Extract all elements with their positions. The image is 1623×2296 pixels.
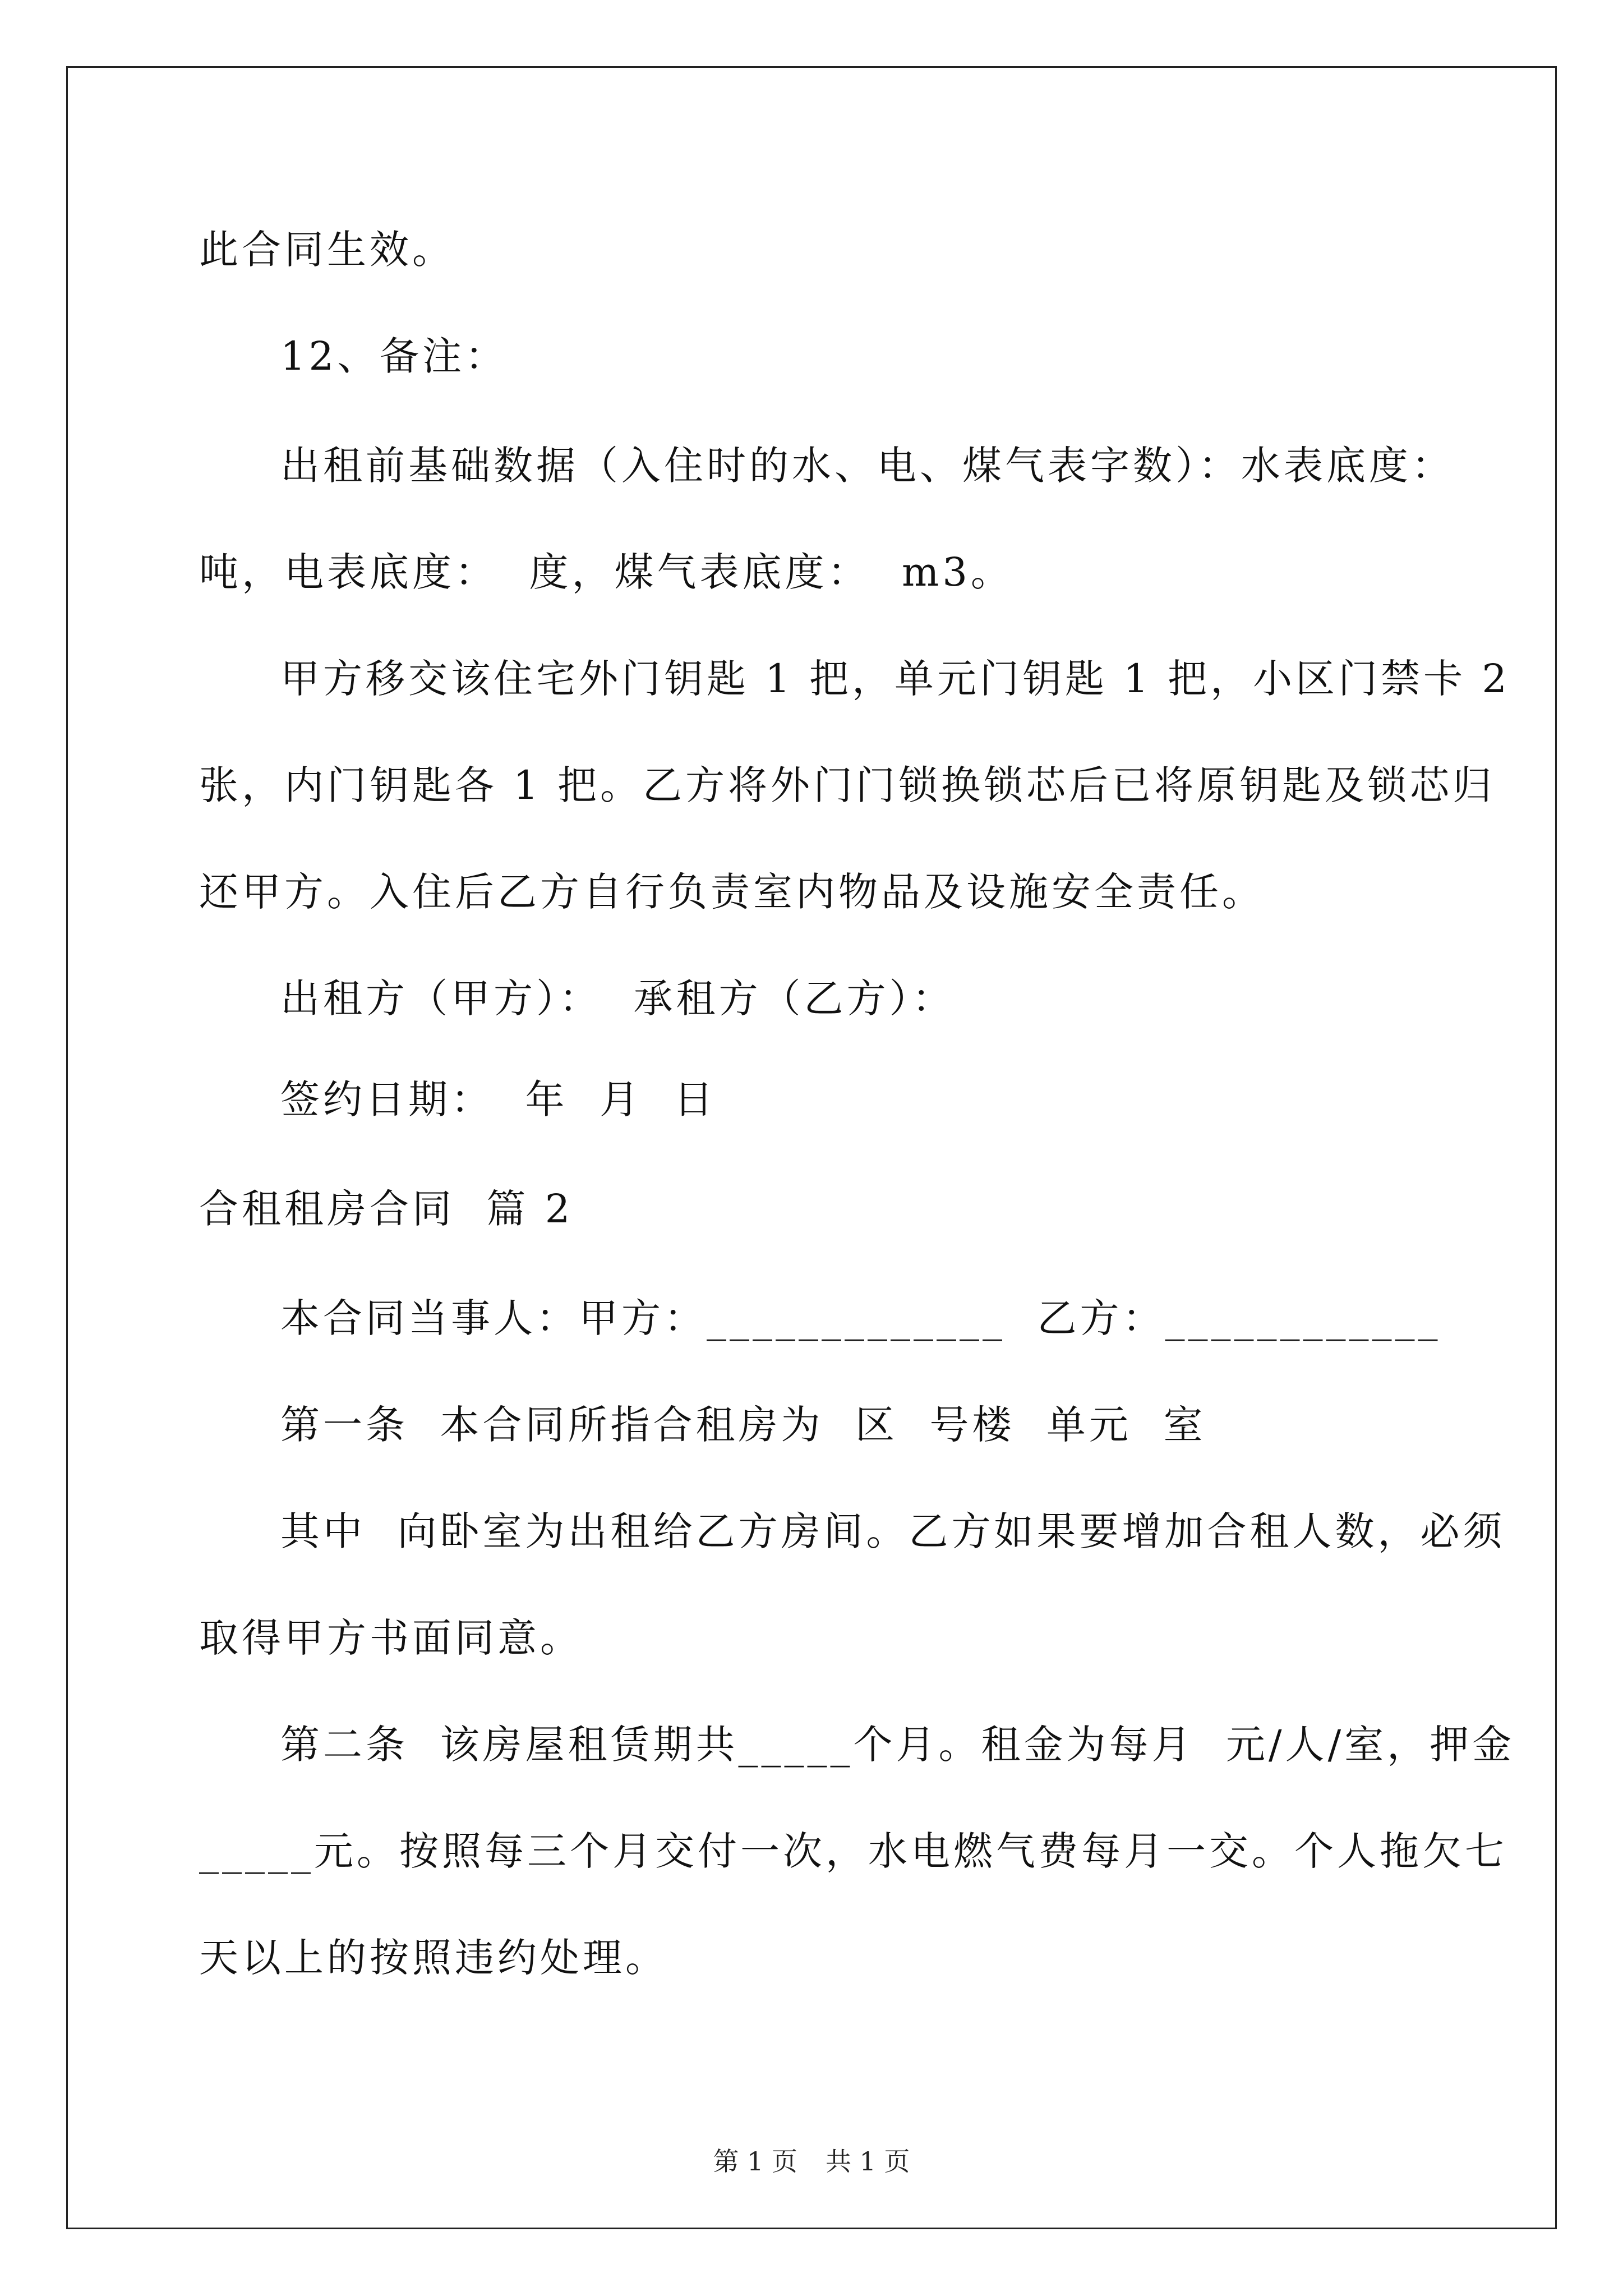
page-border xyxy=(66,66,1557,2229)
page-number: 第 1 页 xyxy=(713,2146,797,2177)
text-line: 取得甲方书面同意。 xyxy=(199,1615,583,1661)
text-line: 天以上的按照违约处理。 xyxy=(199,1935,668,1981)
text-line: 此合同生效。 xyxy=(199,227,455,273)
text-line: 其中 向卧室为出租给乙方房间。乙方如果要增加合租人数，必须 xyxy=(280,1508,1506,1554)
text-line: 出租前基础数据（入住时的水、电、煤气表字数）：水表底度： xyxy=(280,443,1454,489)
article-line: 第二条 该房屋租赁期共_____个月。租金为每月 元/人/室，押金 xyxy=(280,1722,1515,1768)
text-line: _____元。按照每三个月交付一次，水电燃气费每月一交。个人拖欠七 xyxy=(199,1828,1507,1874)
text-line: 甲方移交该住宅外门钥匙 1 把，单元门钥匙 1 把，小区门禁卡 2 xyxy=(280,656,1510,702)
text-line: 张，内门钥匙各 1 把。乙方将外门门锁换锁芯后已将原钥匙及锁芯归 xyxy=(199,762,1496,808)
text-line: 还甲方。入住后乙方自行负责室内物品及设施安全责任。 xyxy=(199,869,1265,915)
text-line: 吨，电表底度： 度，煤气表底度： m3。 xyxy=(199,549,1013,595)
page-footer xyxy=(0,2145,1623,2178)
signature-line: 出租方（甲方）： 承租方（乙方）： xyxy=(280,976,955,1022)
date-line: 签约日期： 年 月 日 xyxy=(280,1076,717,1122)
document-title: 合租租房合同 篇 2 xyxy=(199,1186,574,1232)
page-total: 共 1 页 xyxy=(826,2146,910,2177)
article-line: 第一条 本合同所指合租房为 区 号楼 单元 室 xyxy=(280,1402,1206,1448)
section-heading: 12、备注： xyxy=(280,333,508,379)
parties-line: 本合同当事人：甲方：_____________ 乙方：____________ xyxy=(280,1295,1441,1341)
